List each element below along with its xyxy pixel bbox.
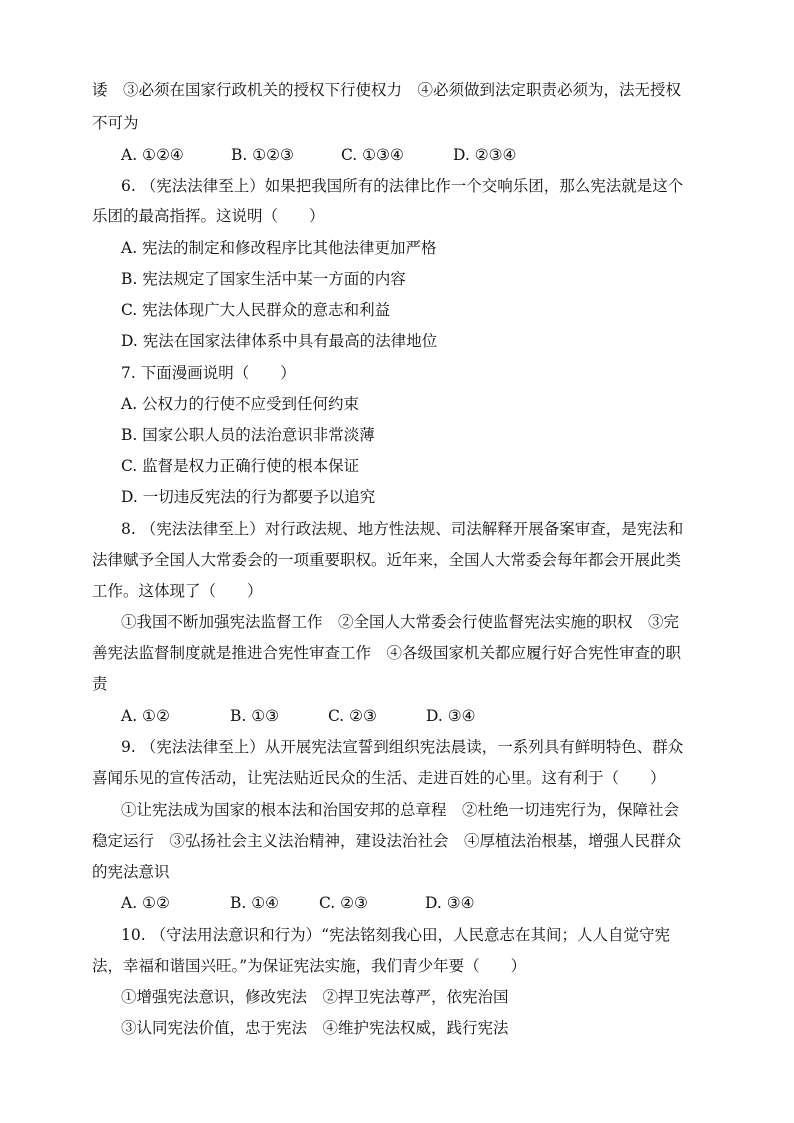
q5-continuation-line-1: 诿 ③必须在国家行政机关的授权下行使权力 ④必须做到法定职责必须为，法无授权 [92, 81, 682, 99]
q9-option-b: B. ①④ [230, 894, 280, 912]
q9-option-a: A. ①② [121, 894, 170, 912]
q9-option-d: D. ③④ [425, 894, 475, 912]
q10-stem-line-2: 法，幸福和谐国兴旺。”为保证宪法实施，我们青少年要（ ） [92, 957, 527, 975]
q8-stem-line-3: 工作。这体现了（ ） [92, 582, 263, 600]
q7-option-b: B. 国家公职人员的法治意识非常淡薄 [121, 426, 375, 444]
q7-option-c: C. 监督是权力正确行使的根本保证 [121, 457, 360, 475]
q10-items-line-1: ①增强宪法意识，修改宪法 ②捍卫宪法尊严，依宪治国 [121, 988, 509, 1006]
q9-stem-line-1: 9. （宪法法律至上）从开展宪法宣誓到组织宪法晨读，一系列具有鲜明特色、群众 [121, 738, 684, 756]
q8-option-d: D. ③④ [426, 707, 476, 725]
q8-option-a: A. ①② [121, 707, 170, 725]
q6-option-a: A. 宪法的制定和修改程序比其他法律更加严格 [121, 239, 437, 257]
q6-option-d: D. 宪法在国家法律体系中具有最高的法律地位 [121, 332, 438, 350]
q10-items-line-2: ③认同宪法价值，忠于宪法 ④维护宪法权威，践行宪法 [121, 1019, 509, 1037]
q6-stem-line-1: 6. （宪法法律至上）如果把我国所有的法律比作一个交响乐团，那么宪法就是这个 [121, 177, 684, 195]
q9-stem-line-2: 喜闻乐见的宣传活动，让宪法贴近民众的生活、走进百姓的心里。这有利于（ ） [92, 769, 666, 787]
q8-items-line-3: 责 [92, 675, 108, 693]
q5-option-b: B. ①②③ [231, 146, 294, 164]
q6-option-c: C. 宪法体现广大人民群众的意志和利益 [121, 301, 391, 319]
q8-option-b: B. ①③ [230, 707, 280, 725]
q5-option-d: D. ②③④ [453, 146, 517, 164]
q9-items-line-1: ①让宪法成为国家的根本法和治国安邦的总章程 ②杜绝一切违宪行为，保障社会 [121, 801, 680, 819]
q6-option-b: B. 宪法规定了国家生活中某一方面的内容 [121, 270, 406, 288]
q7-stem: 7. 下面漫画说明（ ） [121, 364, 296, 382]
q8-option-c: C. ②③ [328, 707, 377, 725]
q5-option-c: C. ①③④ [341, 146, 404, 164]
q6-stem-line-2: 乐团的最高指挥。这说明（ ） [92, 207, 325, 225]
q8-items-line-1: ①我国不断加强宪法监督工作 ②全国人大常委会行使监督宪法实施的职权 ③完 [121, 613, 680, 631]
q10-stem-line-1: 10. （守法用法意识和行为）“宪法铭刻我心田，人民意志在其间；人人自觉守宪 [121, 926, 671, 944]
q9-items-line-2: 稳定运行 ③弘扬社会主义法治精神，建设法治社会 ④厚植法治根基，增强人民群众 [92, 832, 682, 850]
q7-option-a: A. 公权力的行使不应受到任何约束 [121, 395, 360, 413]
q5-continuation-line-2: 不可为 [92, 114, 139, 132]
q8-stem-line-1: 8. （宪法法律至上）对行政法规、地方性法规、司法解释开展备案审查，是宪法和 [121, 520, 684, 538]
q5-option-a: A. ①②④ [121, 146, 184, 164]
q8-stem-line-2: 法律赋予全国人大常委会的一项重要职权。近年来，全国人大常委会每年都会开展此类 [92, 551, 682, 569]
q9-items-line-3: 的宪法意识 [92, 863, 170, 881]
q8-items-line-2: 善宪法监督制度就是推进合宪性审查工作 ④各级国家机关都应履行好合宪性审查的职 [92, 644, 682, 662]
q7-option-d: D. 一切违反宪法的行为都要予以追究 [121, 488, 376, 506]
q9-option-c: C. ②③ [319, 894, 368, 912]
